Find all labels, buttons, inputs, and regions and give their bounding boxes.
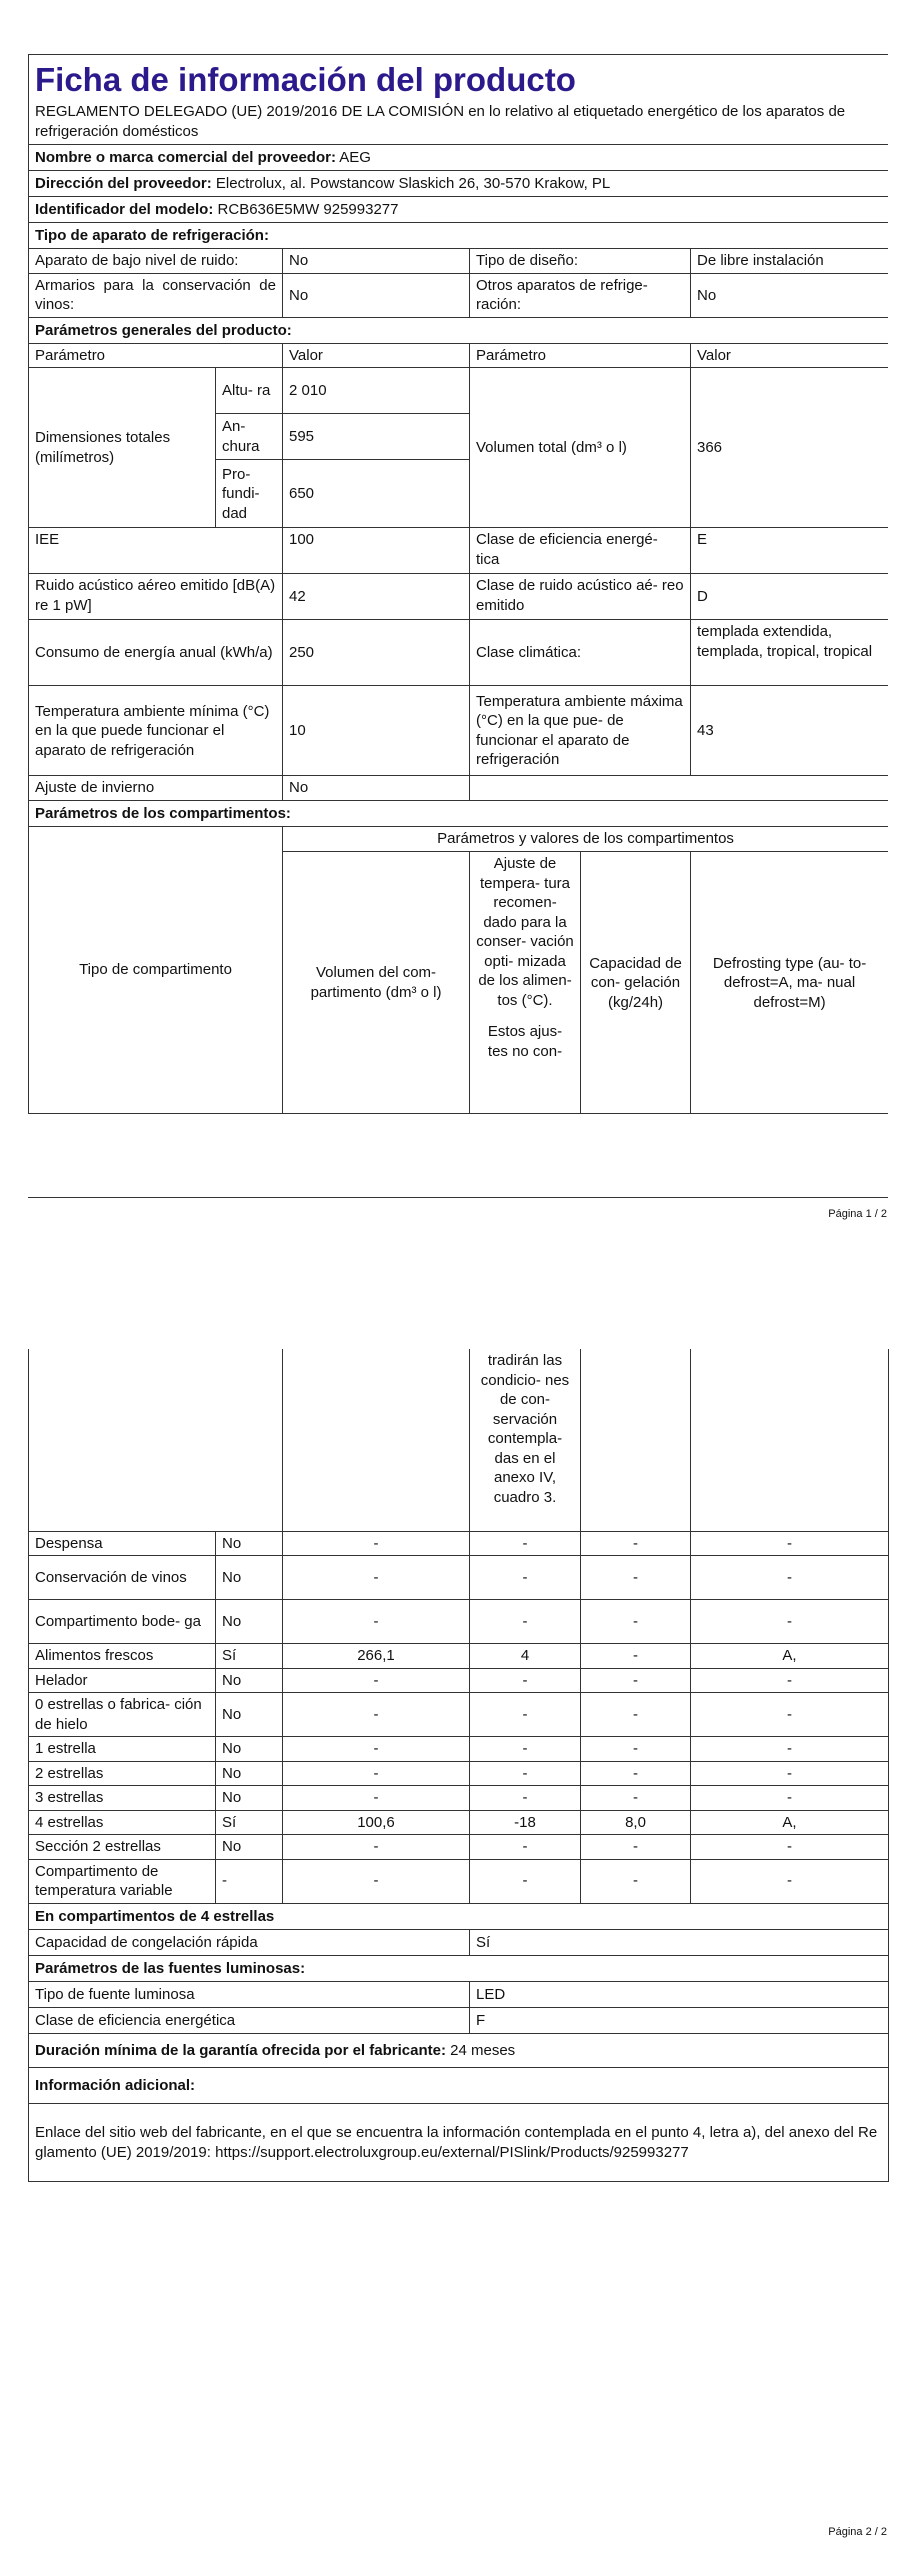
- warranty-label: Duración mínima de la garantía ofrecida por el fabricante:: [35, 2041, 446, 2059]
- compartment-name: 0 estrellas o fabrica- ción de hielo: [29, 1693, 216, 1737]
- compartment-row: [29, 1693, 889, 1737]
- compartment-row: [29, 1859, 889, 1903]
- compartment-defrost: -: [691, 1761, 889, 1786]
- compartment-name: Sección 2 estrellas: [29, 1835, 216, 1860]
- additional-info-heading: Información adicional:: [29, 2068, 889, 2104]
- address-label: Dirección del proveedor:: [35, 175, 212, 192]
- wine-storage-value: No: [283, 273, 470, 317]
- compartment-defrost: -: [691, 1693, 889, 1737]
- compartment-present: No: [216, 1531, 283, 1556]
- compartment-freeze: 8,0: [581, 1810, 691, 1835]
- compartment-defrost: -: [691, 1786, 889, 1811]
- continued-freeze-cell: [581, 1349, 691, 1531]
- compartment-temp: -: [470, 1556, 581, 1600]
- page-number-2: Página 2 / 2: [828, 2526, 887, 2538]
- compartment-temp: -18: [470, 1810, 581, 1835]
- address-value: Electrolux, al. Powstancow Slaskich 26, 30-570 Krakow, PL: [215, 175, 611, 192]
- page-number-1: Página 1 / 2: [828, 1208, 887, 1220]
- compartment-row: [29, 1600, 889, 1644]
- compartment-volume: -: [283, 1531, 470, 1556]
- fast-freeze-label: Capacidad de congelación rápida: [29, 1930, 470, 1956]
- min-temp-value: 10: [283, 686, 470, 776]
- compartment-row: [29, 1810, 889, 1835]
- compartment-name: 4 estrellas: [29, 1810, 216, 1835]
- compartment-name: Alimentos frescos: [29, 1644, 216, 1669]
- compartment-present: No: [216, 1786, 283, 1811]
- col-value-2: Valor: [691, 343, 889, 368]
- compartment-volume: -: [283, 1835, 470, 1860]
- compartment-present: No: [216, 1737, 283, 1762]
- annual-energy-value: 250: [283, 620, 470, 686]
- width-value: 595: [283, 414, 470, 460]
- compartment-present: No: [216, 1668, 283, 1693]
- compartment-defrost: -: [691, 1668, 889, 1693]
- general-params-heading: Parámetros generales del producto:: [29, 317, 889, 343]
- compartment-volume: -: [283, 1786, 470, 1811]
- compartment-defrost: -: [691, 1531, 889, 1556]
- compartment-volume-header: Volumen del com- partimento (dm³ o l): [283, 852, 470, 1114]
- compartment-volume: -: [283, 1668, 470, 1693]
- freezing-capacity-header: Capacidad de con- gelación (kg/24h): [581, 852, 691, 1114]
- total-volume-value: 366: [691, 368, 889, 528]
- appliance-type-heading: Tipo de aparato de refrigeración:: [29, 223, 889, 249]
- compartment-freeze: -: [581, 1600, 691, 1644]
- compartment-present: No: [216, 1556, 283, 1600]
- compartment-present: No: [216, 1761, 283, 1786]
- design-type-value: De libre instalación: [691, 249, 889, 274]
- compartment-rows: [29, 1531, 889, 1903]
- compartment-volume: -: [283, 1600, 470, 1644]
- compartment-temp: -: [470, 1859, 581, 1903]
- compartment-present: -: [216, 1859, 283, 1903]
- compartment-temp: -: [470, 1668, 581, 1693]
- supplier-label: Nombre o marca comercial del proveedor:: [35, 149, 336, 166]
- col-value-1: Valor: [283, 343, 470, 368]
- compartment-temp: -: [470, 1600, 581, 1644]
- wine-storage-label: Armarios para la conservación de vinos:: [29, 273, 283, 317]
- compartment-defrost: -: [691, 1600, 889, 1644]
- compartment-temp: 4: [470, 1644, 581, 1669]
- supplier-value: AEG: [339, 149, 371, 166]
- compartment-freeze: -: [581, 1835, 691, 1860]
- compartment-defrost: -: [691, 1737, 889, 1762]
- compartment-row: [29, 1668, 889, 1693]
- compartment-row: [29, 1556, 889, 1600]
- compartment-freeze: -: [581, 1786, 691, 1811]
- compartment-defrost: -: [691, 1556, 889, 1600]
- climate-class-label: Clase climática:: [470, 620, 691, 686]
- additional-info-text: Enlace del sitio web del fabricante, en el que se encuentra la información contemplada en el punto 4, letra a), del anexo del Reglamento (UE) 2019/2019: https://support.electroluxgroup.eu/external/PISlink/Products/925993277: [29, 2104, 889, 2182]
- fast-freeze-value: Sí: [470, 1930, 889, 1956]
- compartment-volume: -: [283, 1737, 470, 1762]
- light-type-value: LED: [470, 1982, 889, 2008]
- noise-class-value: D: [691, 574, 889, 620]
- model-row: [29, 197, 889, 223]
- dimensions-label: Dimensiones totales (milímetros): [29, 368, 216, 528]
- compartment-present: Sí: [216, 1644, 283, 1669]
- light-source-heading: Parámetros de las fuentes luminosas:: [29, 1956, 889, 1982]
- compartments-header-table-page1: [28, 827, 888, 1115]
- continued-temp-cell: tradirán las condicio- nes de con- servación contempla- das en el anexo IV, cuadro 3.: [470, 1349, 581, 1531]
- compartment-freeze: -: [581, 1556, 691, 1600]
- col-param-1: Parámetro: [29, 343, 283, 368]
- warranty-row: [29, 2034, 889, 2068]
- product-info-table-page1: [28, 54, 888, 827]
- compartment-params-header: Parámetros y valores de los compartimentos: [283, 827, 888, 852]
- compartment-freeze: -: [581, 1693, 691, 1737]
- low-noise-value: No: [283, 249, 470, 274]
- annual-energy-label: Consumo de energía anual (kWh/a): [29, 620, 283, 686]
- noise-label: Ruido acústico aéreo emitido [dB(A) re 1 pW]: [29, 574, 283, 620]
- compartment-name: Helador: [29, 1668, 216, 1693]
- continued-type-cell: [29, 1349, 283, 1531]
- eei-value: 100: [283, 528, 470, 574]
- climate-class-value: templada extendida, templada, tropical, tropical: [691, 620, 889, 686]
- continued-defrost-cell: [691, 1349, 889, 1531]
- compartment-temp: -: [470, 1737, 581, 1762]
- compartment-freeze: -: [581, 1859, 691, 1903]
- compartment-type-header: Tipo de compartimento: [29, 827, 283, 1114]
- defrost-type-header: Defrosting type (au- to-defrost=A, ma- nual defrost=M): [691, 852, 888, 1114]
- regulation-text: REGLAMENTO DELEGADO (UE) 2019/2016 DE LA COMISIÓN en lo relativo al etiquetado energético de los aparatos de refrigeración domésticos: [35, 103, 846, 140]
- compartment-freeze: -: [581, 1668, 691, 1693]
- light-type-label: Tipo de fuente luminosa: [29, 1982, 470, 2008]
- page-2: [28, 1349, 888, 2182]
- max-temp-label: Temperatura ambiente máxima (°C) en la que pue- de funcionar el aparato de refrigeración: [470, 686, 691, 776]
- winter-setting-value: No: [283, 776, 470, 801]
- eei-label: IEE: [29, 528, 283, 574]
- compartment-name: Despensa: [29, 1531, 216, 1556]
- compartment-present: No: [216, 1693, 283, 1737]
- compartment-volume: -: [283, 1556, 470, 1600]
- page-1: [28, 54, 888, 1198]
- compartment-present: No: [216, 1835, 283, 1860]
- compartment-name: 2 estrellas: [29, 1761, 216, 1786]
- compartment-present: Sí: [216, 1810, 283, 1835]
- compartment-present: No: [216, 1600, 283, 1644]
- compartment-freeze: -: [581, 1761, 691, 1786]
- recommended-temp-header: [470, 852, 581, 1114]
- continued-volume-cell: [283, 1349, 470, 1531]
- compartment-temp: -: [470, 1835, 581, 1860]
- compartments-heading: Parámetros de los compartimentos:: [29, 800, 889, 826]
- model-value: RCB636E5MW 925993277: [217, 201, 399, 218]
- width-label: An- chura: [216, 414, 283, 460]
- total-volume-label: Volumen total (dm³ o l): [470, 368, 691, 528]
- compartment-row: [29, 1531, 889, 1556]
- recommended-temp-text-b: Estos ajus- tes no con-: [487, 1023, 563, 1060]
- additional-info-table: [28, 1904, 889, 2183]
- compartment-volume: -: [283, 1761, 470, 1786]
- energy-class-value: E: [691, 528, 889, 574]
- compartment-defrost: -: [691, 1835, 889, 1860]
- compartment-row: [29, 1644, 889, 1669]
- max-temp-value: 43: [691, 686, 889, 776]
- compartment-freeze: -: [581, 1737, 691, 1762]
- address-row: [29, 171, 889, 197]
- compartment-temp: -: [470, 1693, 581, 1737]
- light-class-value: F: [470, 2008, 889, 2034]
- page-title: Ficha de información del producto: [35, 61, 576, 98]
- compartment-name: Conservación de vinos: [29, 1556, 216, 1600]
- compartment-row: [29, 1786, 889, 1811]
- low-noise-label: Aparato de bajo nivel de ruido:: [29, 249, 283, 274]
- depth-value: 650: [283, 460, 470, 528]
- compartment-row: [29, 1761, 889, 1786]
- compartments-table-page2: [28, 1349, 889, 1904]
- four-star-heading: En compartimentos de 4 estrellas: [29, 1904, 889, 1930]
- depth-label: Pro- fundi- dad: [216, 460, 283, 528]
- compartment-volume: -: [283, 1693, 470, 1737]
- compartment-name: Compartimento bode- ga: [29, 1600, 216, 1644]
- compartment-freeze: -: [581, 1531, 691, 1556]
- compartment-row: [29, 1835, 889, 1860]
- recommended-temp-text-a: Ajuste de tempera- tura recomen- dado para la conser- vación opti- mizada de los alimen- tos (°C).: [476, 855, 574, 1009]
- other-appliances-label: Otros aparatos de refrige- ración:: [470, 273, 691, 317]
- compartment-temp: -: [470, 1531, 581, 1556]
- winter-empty-cell: [470, 776, 889, 801]
- height-label: Altu- ra: [216, 368, 283, 414]
- noise-value: 42: [283, 574, 470, 620]
- winter-setting-label: Ajuste de invierno: [29, 776, 283, 801]
- compartment-defrost: -: [691, 1859, 889, 1903]
- compartment-volume: 100,6: [283, 1810, 470, 1835]
- compartment-defrost: A,: [691, 1810, 889, 1835]
- compartment-name: Compartimento de temperatura variable: [29, 1859, 216, 1903]
- compartment-name: 1 estrella: [29, 1737, 216, 1762]
- supplier-row: [29, 145, 889, 171]
- other-appliances-value: No: [691, 273, 889, 317]
- height-value: 2 010: [283, 368, 470, 414]
- design-type-label: Tipo de diseño:: [470, 249, 691, 274]
- compartment-temp: -: [470, 1761, 581, 1786]
- compartment-volume: 266,1: [283, 1644, 470, 1669]
- model-label: Identificador del modelo:: [35, 201, 214, 218]
- compartment-defrost: A,: [691, 1644, 889, 1669]
- light-class-label: Clase de eficiencia energética: [29, 2008, 470, 2034]
- compartment-row: [29, 1737, 889, 1762]
- col-param-2: Parámetro: [470, 343, 691, 368]
- compartment-name: 3 estrellas: [29, 1786, 216, 1811]
- compartment-temp: -: [470, 1786, 581, 1811]
- noise-class-label: Clase de ruido acústico aé- reo emitido: [470, 574, 691, 620]
- min-temp-label: Temperatura ambiente mínima (°C) en la que puede funcionar el aparato de refrigeración: [29, 686, 283, 776]
- compartment-freeze: -: [581, 1644, 691, 1669]
- warranty-value: 24 meses: [450, 2041, 516, 2059]
- energy-class-label: Clase de eficiencia energé- tica: [470, 528, 691, 574]
- compartment-volume: -: [283, 1859, 470, 1903]
